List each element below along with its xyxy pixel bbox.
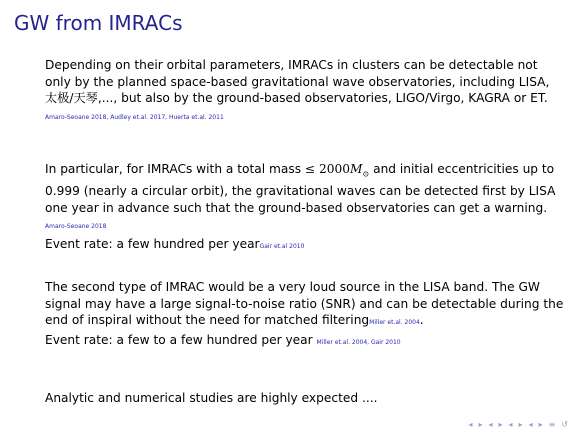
nav-search-icon[interactable]: ↺ [561,420,568,429]
paragraph-detectability [45,57,565,126]
paragraph-text: and initial eccentricities up to 0.999 (nearly a circular orbit), the gravitational waves can be detected first by LISA one year in advance such that the ground-based observatories can get a warning. [45,162,556,215]
nav-prev-section-icon[interactable]: ◂ [508,420,513,429]
paragraph-lisa-warning [45,161,565,255]
slide-title: GW from IMRACs [14,11,183,35]
nav-prev-slide-icon[interactable]: ◂ [528,420,533,429]
citation: Gair et.al 2010 [259,242,305,250]
paragraph-text: Analytic and numerical studies are highly expected .... [45,391,378,405]
citation: Amaro-Seoane 2018 [45,223,107,231]
nav-prev-frame-icon[interactable]: ◂ [468,420,473,429]
beamer-navigation [468,420,568,429]
nav-next-slide-icon[interactable]: ▸ [538,420,543,429]
nav-prev-subsection-icon[interactable]: ◂ [488,420,493,429]
citation: Amaro-Seoane 2018, Audley et.al. 2017, Huerta et.al. 2011 [45,113,224,121]
paragraph-outlook [45,390,565,407]
mass-expression: ≤ $2000M_⊙$ [304,162,370,179]
event-rate: Event rate: a few to a few hundred per year [45,332,317,347]
nav-next-section-icon[interactable]: ▸ [518,420,523,429]
nav-next-subsection-icon[interactable]: ▸ [498,420,503,429]
paragraph-text: In particular, for IMRACs with a total mass [45,162,305,176]
citation: Miller et.al. 2004 [369,319,420,327]
event-rate: Event rate: a few hundred per year [45,236,260,251]
paragraph-text: Depending on their orbital parameters, IMRACs in clusters can be detectable not only by the planned space-based gravitational wave observatories, including LISA, 太极/天琴,..., but also by the ground-based observatories, LIGO/Virgo, KAGRA or ET. [45,58,550,106]
nav-toc-icon[interactable]: ≡ [548,420,556,429]
paragraph-text: The second type of IMRAC would be a very loud source in the LISA band. The GW signal may have a large signal-to-noise ratio (SNR) and can be detectable during the end of inspiral without the need for matched filtering [45,280,564,328]
citation: Miller et.al. 2004, Gair 2010 [316,338,401,346]
nav-next-frame-icon[interactable]: ▸ [478,420,483,429]
paragraph-loud-source: The second type of IMRAC would be a very loud source in the LISA band. The GW signal may have a large signal-to-noise ratio (SNR) and can be detectable during the end of inspiral without the need for matched filteringMiller et.al. 2004. Event rate: a few to a few hundred per year Miller et.al. 2004, Gair 2010 [45,280,564,347]
